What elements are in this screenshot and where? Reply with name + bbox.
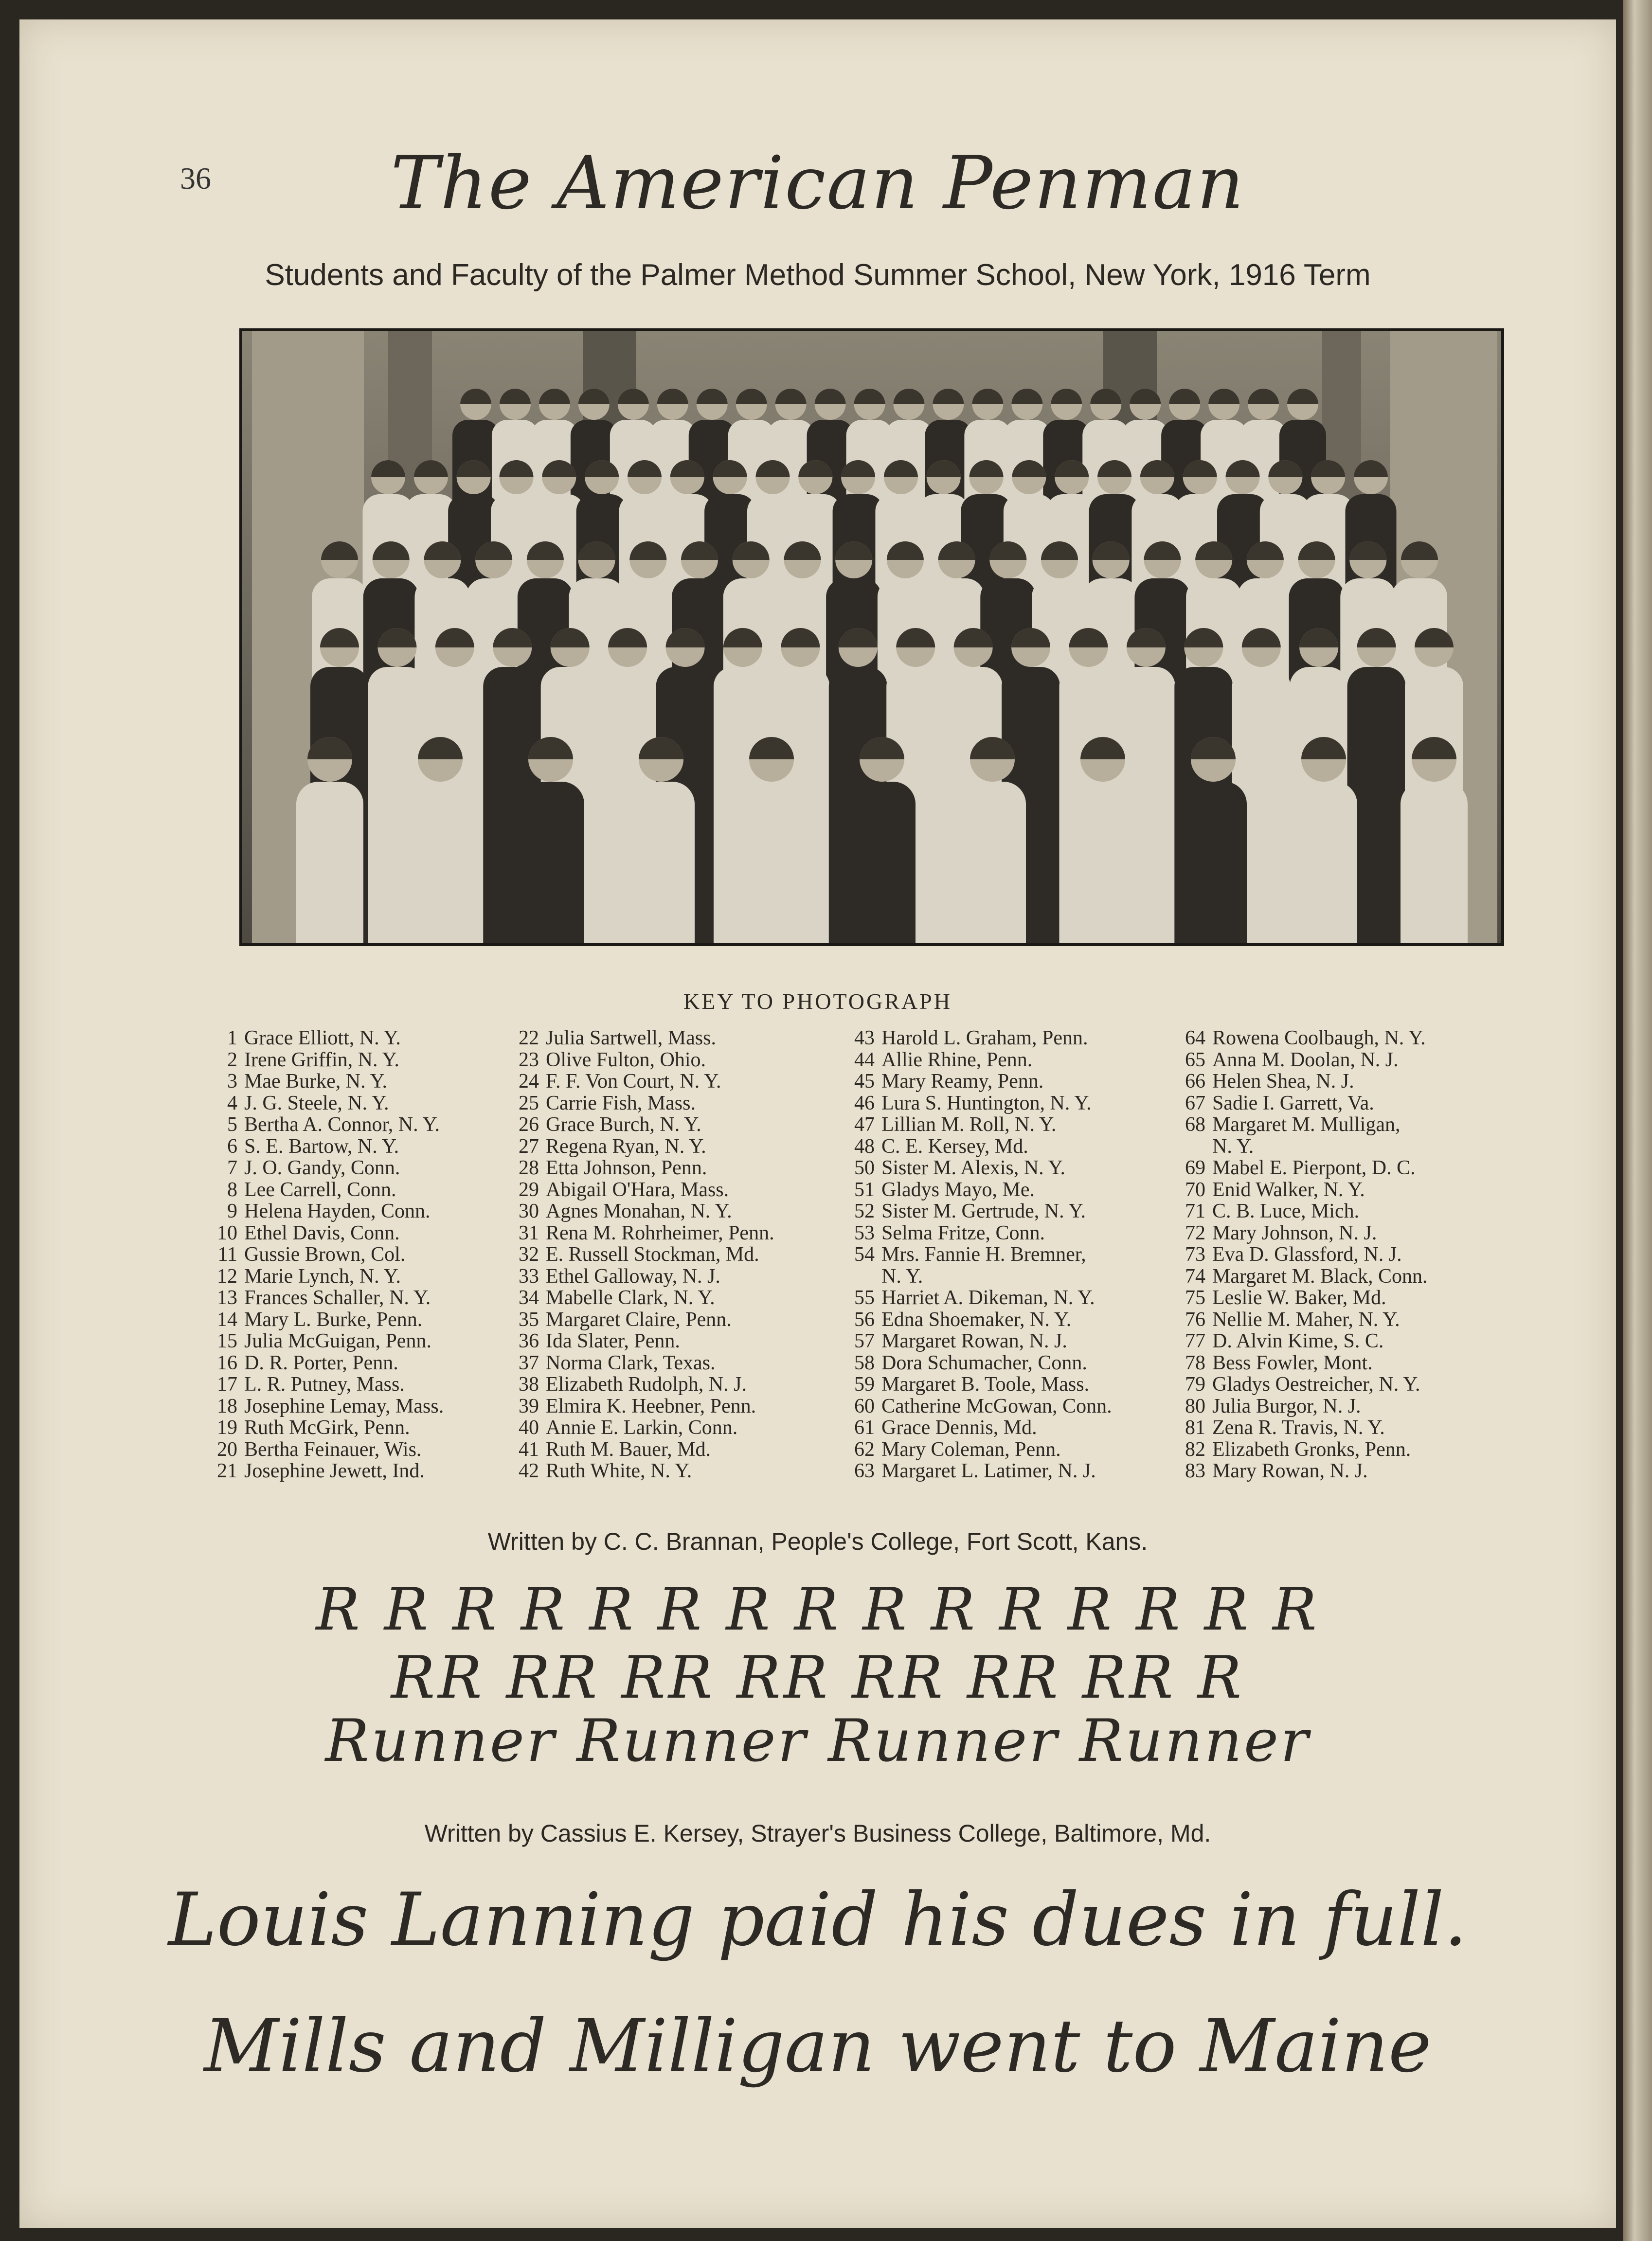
key-entry <box>511 1439 774 1461</box>
key-entry <box>1177 1460 1427 1482</box>
key-entry-number: 54 <box>854 1243 875 1266</box>
key-entry-name: Bertha A. Connor, N. Y. <box>244 1113 440 1136</box>
key-entry <box>209 1309 444 1331</box>
key-entry <box>209 1071 444 1093</box>
key-entry-name: Margaret Claire, Penn. <box>546 1308 732 1331</box>
key-entry-name: Allie Rhine, Penn. <box>881 1048 1033 1071</box>
group-photograph <box>239 328 1504 946</box>
key-entry-number: 60 <box>854 1395 875 1417</box>
key-entry <box>511 1244 774 1266</box>
key-entry <box>209 1114 444 1136</box>
key-entry <box>1177 1396 1427 1417</box>
key-entry <box>511 1330 774 1352</box>
key-entry-number: 57 <box>854 1330 875 1352</box>
key-entry-name: Mary Johnson, N. J. <box>1212 1221 1377 1244</box>
key-entry <box>846 1049 1112 1071</box>
key-entry-name: Eva D. Glassford, N. J. <box>1212 1243 1402 1266</box>
key-entry-number: 71 <box>1185 1200 1205 1222</box>
key-entry-number: 8 <box>227 1178 237 1201</box>
key-entry <box>846 1136 1112 1158</box>
key-entry-name: Lee Carrell, Conn. <box>244 1178 396 1201</box>
key-entry-number: 47 <box>854 1113 875 1136</box>
key-entry-name: Helen Shea, N. J. <box>1212 1070 1354 1093</box>
key-entry <box>846 1352 1112 1374</box>
key-entry <box>209 1136 444 1158</box>
key-entry-name: Harriet A. Dikeman, N. Y. <box>881 1287 1095 1309</box>
key-entry-number: 1 <box>227 1027 237 1049</box>
key-entry-number: 11 <box>217 1243 237 1266</box>
penmanship-sentence-2: Mills and Milligan went to Maine <box>204 2004 1432 2089</box>
key-entry <box>209 1049 444 1071</box>
crowd-figures <box>296 389 1468 943</box>
key-entry-number: 22 <box>519 1027 539 1049</box>
key-entry-number: 82 <box>1185 1438 1205 1461</box>
key-entry-name: D. Alvin Kime, S. C. <box>1212 1330 1384 1352</box>
masthead-title: The American Penman <box>391 141 1245 226</box>
key-entry-number: 56 <box>854 1308 875 1331</box>
key-entry <box>209 1460 444 1482</box>
key-entry-name: Mrs. Fannie H. Bremner, <box>881 1243 1086 1266</box>
key-entry-name: Margaret Rowan, N. J. <box>881 1330 1067 1352</box>
key-entry-number: 18 <box>217 1395 237 1417</box>
key-entry <box>1177 1244 1427 1266</box>
key-entry-number: 45 <box>854 1070 875 1093</box>
key-entry-number: 61 <box>854 1416 875 1439</box>
key-entry <box>1177 1136 1427 1158</box>
key-entry <box>511 1136 774 1158</box>
key-entry-number: 31 <box>519 1221 539 1244</box>
key-entry-name: Harold L. Graham, Penn. <box>881 1027 1088 1049</box>
key-column-2 <box>511 1027 774 1482</box>
key-entry <box>1177 1093 1427 1114</box>
key-entry-name: Abigail O'Hara, Mass. <box>546 1178 729 1201</box>
key-entry-name: Selma Fritze, Conn. <box>881 1221 1045 1244</box>
key-entry <box>209 1287 444 1309</box>
person-body <box>1290 782 1357 943</box>
key-entry-name: Lura S. Huntington, N. Y. <box>881 1092 1092 1114</box>
key-entry-name: Julia Sartwell, Mass. <box>546 1027 716 1049</box>
key-entry-name: Sister M. Gertrude, N. Y. <box>881 1200 1086 1222</box>
key-entry-name: Gladys Mayo, Me. <box>881 1178 1035 1201</box>
key-entry-number: 68 <box>1185 1113 1205 1136</box>
key-entry-number: 27 <box>519 1135 539 1158</box>
penmanship-drill-runner: Runner Runner Runner Runner <box>325 1707 1311 1775</box>
key-entry-name: Etta Johnson, Penn. <box>546 1157 707 1179</box>
key-entry-name: Edna Shoemaker, N. Y. <box>881 1308 1072 1331</box>
key-entry-name: Mabelle Clark, N. Y. <box>546 1287 715 1309</box>
penmanship-drill-r: R R R R R R R R R R R R R R R <box>316 1576 1320 1644</box>
key-entry-number: 53 <box>854 1221 875 1244</box>
key-entry <box>511 1374 774 1396</box>
key-entry <box>209 1266 444 1288</box>
key-entry-name: J. O. Gandy, Conn. <box>244 1157 400 1179</box>
key-entry-name: Annie E. Larkin, Conn. <box>546 1416 738 1439</box>
key-entry <box>511 1352 774 1374</box>
key-entry-name: Elmira K. Heebner, Penn. <box>546 1395 756 1417</box>
key-entry-name: N. Y. <box>881 1265 923 1288</box>
key-entry-number: 10 <box>217 1221 237 1244</box>
key-entry-name: Gussie Brown, Col. <box>244 1243 406 1266</box>
key-entry-name: Ida Slater, Penn. <box>546 1330 680 1352</box>
book-edge <box>1623 0 1652 2241</box>
key-entry-name: D. R. Porter, Penn. <box>244 1351 398 1374</box>
key-entry-name: Mabel E. Pierpont, D. C. <box>1212 1157 1416 1179</box>
key-entry <box>209 1417 444 1439</box>
key-entry <box>846 1417 1112 1439</box>
key-entry-name: Marie Lynch, N. Y. <box>244 1265 401 1288</box>
key-entry-name: Sister M. Alexis, N. Y. <box>881 1157 1066 1179</box>
key-entry-name: Mae Burke, N. Y. <box>244 1070 387 1093</box>
key-entry-number: 38 <box>519 1373 539 1396</box>
key-entry-number: 44 <box>854 1048 875 1071</box>
key-entry-name: Elizabeth Gronks, Penn. <box>1212 1438 1411 1461</box>
key-entry <box>511 1222 774 1244</box>
key-entry-name: Carrie Fish, Mass. <box>546 1092 696 1114</box>
key-entry-name: Lillian M. Roll, N. Y. <box>881 1113 1057 1136</box>
key-entry-number: 26 <box>519 1113 539 1136</box>
key-entry <box>511 1027 774 1049</box>
key-entry-name: Josephine Lemay, Mass. <box>244 1395 444 1417</box>
key-entry <box>846 1374 1112 1396</box>
key-entry-name: L. R. Putney, Mass. <box>244 1373 405 1396</box>
key-column-3 <box>846 1027 1112 1482</box>
key-entry-name: Josephine Jewett, Ind. <box>244 1460 425 1482</box>
page-number: 36 <box>180 161 211 196</box>
key-entry-number: 51 <box>854 1178 875 1201</box>
key-entry-number: 83 <box>1185 1460 1205 1482</box>
key-entry-number: 21 <box>217 1460 237 1482</box>
key-entry-name: Frances Schaller, N. Y. <box>244 1287 431 1309</box>
key-entry <box>846 1222 1112 1244</box>
key-entry-number: 17 <box>217 1373 237 1396</box>
key-entry <box>846 1330 1112 1352</box>
key-entry-number: 3 <box>227 1070 237 1093</box>
key-title: KEY TO PHOTOGRAPH <box>683 989 952 1014</box>
key-entry-name: Sadie I. Garrett, Va. <box>1212 1092 1374 1114</box>
penmanship-sentence-1: Louis Lanning paid his dues in full. <box>168 1878 1468 1962</box>
key-entry-number: 16 <box>217 1351 237 1374</box>
key-entry-number: 66 <box>1185 1070 1205 1093</box>
key-entry-number: 35 <box>519 1308 539 1331</box>
key-entry <box>209 1330 444 1352</box>
key-entry-number <box>1177 1136 1205 1158</box>
key-entry-number: 63 <box>854 1460 875 1482</box>
key-entry-name: Ruth M. Bauer, Md. <box>546 1438 711 1461</box>
key-entry-number: 20 <box>217 1438 237 1461</box>
key-entry <box>209 1374 444 1396</box>
key-entry-name: N. Y. <box>1212 1135 1254 1158</box>
key-entry-number: 67 <box>1185 1092 1205 1114</box>
key-entry <box>1177 1071 1427 1093</box>
key-entry-name: E. Russell Stockman, Md. <box>546 1243 759 1266</box>
key-entry-name: S. E. Bartow, N. Y. <box>244 1135 399 1158</box>
key-entry <box>1177 1049 1427 1071</box>
key-entry-number: 30 <box>519 1200 539 1222</box>
key-entry-name: Olive Fulton, Ohio. <box>546 1048 706 1071</box>
key-entry-number: 59 <box>854 1373 875 1396</box>
key-entry <box>846 1201 1112 1222</box>
key-entry-number: 79 <box>1185 1373 1205 1396</box>
key-entry <box>209 1222 444 1244</box>
key-entry <box>846 1071 1112 1093</box>
key-entry-name: Zena R. Travis, N. Y. <box>1212 1416 1385 1439</box>
key-entry-number: 13 <box>217 1287 237 1309</box>
key-entry-number: 42 <box>519 1460 539 1482</box>
key-entry <box>511 1266 774 1288</box>
key-entry <box>1177 1287 1427 1309</box>
key-entry-number: 19 <box>217 1416 237 1439</box>
key-entry <box>1177 1201 1427 1222</box>
key-entry-number: 34 <box>519 1287 539 1309</box>
key-entry-number: 77 <box>1185 1330 1205 1352</box>
key-entry-number: 73 <box>1185 1243 1205 1266</box>
key-entry <box>1177 1352 1427 1374</box>
key-entry-number: 65 <box>1185 1048 1205 1071</box>
key-entry-name: Mary Reamy, Penn. <box>881 1070 1044 1093</box>
key-entry <box>511 1287 774 1309</box>
key-entry-name: Mary Rowan, N. J. <box>1212 1460 1368 1482</box>
key-entry-name: Mary L. Burke, Penn. <box>244 1308 423 1331</box>
key-entry <box>511 1114 774 1136</box>
key-entry-number: 64 <box>1185 1027 1205 1049</box>
key-entry-name: C. B. Luce, Mich. <box>1212 1200 1360 1222</box>
key-entry <box>846 1439 1112 1461</box>
key-entry <box>209 1439 444 1461</box>
key-entry-name: Dora Schumacher, Conn. <box>881 1351 1087 1374</box>
key-entry-number: 36 <box>519 1330 539 1352</box>
key-entry <box>511 1201 774 1222</box>
credit-brannan: Written by C. C. Brannan, People's College, Fort Scott, Kans. <box>487 1528 1148 1555</box>
key-entry-number: 46 <box>854 1092 875 1114</box>
key-entry-name: Gladys Oestreicher, N. Y. <box>1212 1373 1420 1396</box>
key-entry <box>209 1157 444 1179</box>
person-body <box>517 782 584 943</box>
key-entry <box>1177 1179 1427 1201</box>
key-entry-number: 41 <box>519 1438 539 1461</box>
key-entry-number: 9 <box>227 1200 237 1222</box>
key-entry-name: Margaret M. Black, Conn. <box>1212 1265 1428 1288</box>
key-entry-name: Anna M. Doolan, N. J. <box>1212 1048 1399 1071</box>
key-entry-number: 69 <box>1185 1157 1205 1179</box>
key-entry <box>1177 1114 1427 1136</box>
key-entry-number: 15 <box>217 1330 237 1352</box>
key-entry <box>209 1201 444 1222</box>
key-entry-number: 37 <box>519 1351 539 1374</box>
key-entry-name: Bertha Feinauer, Wis. <box>244 1438 422 1461</box>
key-entry-name: C. E. Kersey, Md. <box>881 1135 1028 1158</box>
key-entry-name: Ethel Galloway, N. J. <box>546 1265 720 1288</box>
key-entry-number: 52 <box>854 1200 875 1222</box>
key-entry-name: Grace Elliott, N. Y. <box>244 1027 401 1049</box>
key-entry-number: 14 <box>217 1308 237 1331</box>
key-entry-name: Irene Griffin, N. Y. <box>244 1048 399 1071</box>
person-body <box>959 782 1026 943</box>
key-entry-number: 50 <box>854 1157 875 1179</box>
key-entry-name: Julia Burgor, N. J. <box>1212 1395 1361 1417</box>
key-entry-number: 39 <box>519 1395 539 1417</box>
key-entry <box>846 1309 1112 1331</box>
key-column-1 <box>209 1027 444 1482</box>
key-entry <box>846 1114 1112 1136</box>
key-entry-number: 23 <box>519 1048 539 1071</box>
key-entry-number: 72 <box>1185 1221 1205 1244</box>
key-entry-number: 29 <box>519 1178 539 1201</box>
key-entry <box>1177 1027 1427 1049</box>
key-entry-number: 7 <box>227 1157 237 1179</box>
key-entry-number: 4 <box>227 1092 237 1114</box>
key-entry <box>209 1027 444 1049</box>
key-entry <box>846 1266 1112 1288</box>
key-entry <box>209 1352 444 1374</box>
photo-illustration <box>242 331 1501 943</box>
key-entry-number: 5 <box>227 1113 237 1136</box>
key-entry <box>1177 1374 1427 1396</box>
key-entry-name: Helena Hayden, Conn. <box>244 1200 431 1222</box>
key-entry <box>846 1460 1112 1482</box>
key-entry <box>1177 1330 1427 1352</box>
key-entry-number: 55 <box>854 1287 875 1309</box>
key-entry <box>511 1093 774 1114</box>
key-entry <box>511 1179 774 1201</box>
key-entry <box>511 1071 774 1093</box>
photo-caption: Students and Faculty of the Palmer Method Summer School, New York, 1916 Term <box>265 258 1371 292</box>
key-entry <box>1177 1266 1427 1288</box>
key-entry-number: 25 <box>519 1092 539 1114</box>
key-entry <box>846 1396 1112 1417</box>
key-entry-name: Norma Clark, Texas. <box>546 1351 716 1374</box>
magazine-page <box>19 19 1616 2228</box>
person-body <box>1180 782 1247 943</box>
person-body <box>628 782 695 943</box>
key-entry <box>511 1049 774 1071</box>
credit-kersey: Written by Cassius E. Kersey, Strayer's Business College, Baltimore, Md. <box>424 1820 1211 1847</box>
key-entry <box>511 1417 774 1439</box>
key-entry-number: 12 <box>217 1265 237 1288</box>
key-entry-number: 6 <box>227 1135 237 1158</box>
key-entry-number: 43 <box>854 1027 875 1049</box>
key-entry-name: Agnes Monahan, N. Y. <box>546 1200 732 1222</box>
key-entry <box>1177 1417 1427 1439</box>
person-body <box>738 782 805 943</box>
person-body <box>1401 782 1468 943</box>
person-body <box>848 782 916 943</box>
key-entry-name: Bess Fowler, Mont. <box>1212 1351 1373 1374</box>
key-entry-name: Leslie W. Baker, Md. <box>1212 1287 1386 1309</box>
key-entry <box>1177 1439 1427 1461</box>
key-entry-name: Regena Ryan, N. Y. <box>546 1135 706 1158</box>
key-entry <box>209 1396 444 1417</box>
key-entry <box>511 1309 774 1331</box>
key-entry <box>846 1287 1112 1309</box>
key-entry-name: Margaret L. Latimer, N. J. <box>881 1460 1096 1482</box>
key-entry-name: Nellie M. Maher, N. Y. <box>1212 1308 1400 1331</box>
key-entry-name: Elizabeth Rudolph, N. J. <box>546 1373 747 1396</box>
key-entry-name: Julia McGuigan, Penn. <box>244 1330 431 1352</box>
key-entry-number: 62 <box>854 1438 875 1461</box>
key-entry-number: 28 <box>519 1157 539 1179</box>
key-entry <box>1177 1157 1427 1179</box>
key-entry-number: 48 <box>854 1135 875 1158</box>
key-entry-number: 76 <box>1185 1308 1205 1331</box>
key-entry-name: Margaret M. Mulligan, <box>1212 1113 1401 1136</box>
key-entry <box>209 1093 444 1114</box>
key-entry-name: Rowena Coolbaugh, N. Y. <box>1212 1027 1426 1049</box>
key-entry-name: J. G. Steele, N. Y. <box>244 1092 389 1114</box>
key-entry-number: 70 <box>1185 1178 1205 1201</box>
key-entry <box>846 1244 1112 1266</box>
key-entry-number: 33 <box>519 1265 539 1288</box>
key-entry <box>511 1157 774 1179</box>
key-entry-name: Ethel Davis, Conn. <box>244 1221 400 1244</box>
key-entry-name: Enid Walker, N. Y. <box>1212 1178 1365 1201</box>
key-entry-number: 75 <box>1185 1287 1205 1309</box>
key-entry-number <box>846 1266 875 1288</box>
key-entry-number: 81 <box>1185 1416 1205 1439</box>
key-entry <box>846 1027 1112 1049</box>
key-entry-name: Ruth White, N. Y. <box>546 1460 692 1482</box>
key-entry-name: Ruth McGirk, Penn. <box>244 1416 410 1439</box>
key-entry <box>846 1157 1112 1179</box>
key-entry <box>846 1179 1112 1201</box>
key-entry <box>1177 1309 1427 1331</box>
key-entry-name: Mary Coleman, Penn. <box>881 1438 1061 1461</box>
key-entry-number: 24 <box>519 1070 539 1093</box>
penmanship-drill-rr: RR RR RR RR RR RR RR R <box>391 1644 1245 1712</box>
key-entry-number: 58 <box>854 1351 875 1374</box>
key-entry-number: 80 <box>1185 1395 1205 1417</box>
key-entry-number: 2 <box>227 1048 237 1071</box>
person-body <box>407 782 474 943</box>
key-entry <box>1177 1222 1427 1244</box>
person-body <box>296 782 363 943</box>
key-entry <box>209 1179 444 1201</box>
key-entry-number: 78 <box>1185 1351 1205 1374</box>
key-entry <box>511 1396 774 1417</box>
key-entry-number: 40 <box>519 1416 539 1439</box>
key-entry-number: 74 <box>1185 1265 1205 1288</box>
key-entry-number: 32 <box>519 1243 539 1266</box>
key-entry <box>511 1460 774 1482</box>
key-column-4 <box>1177 1027 1427 1482</box>
key-entry <box>209 1244 444 1266</box>
key-entry <box>846 1093 1112 1114</box>
key-entry-name: Catherine McGowan, Conn. <box>881 1395 1112 1417</box>
person-body <box>1069 782 1136 943</box>
key-entry-name: Grace Burch, N. Y. <box>546 1113 701 1136</box>
key-entry-name: Grace Dennis, Md. <box>881 1416 1037 1439</box>
key-entry-name: Margaret B. Toole, Mass. <box>881 1373 1090 1396</box>
key-entry-name: F. F. Von Court, N. Y. <box>546 1070 721 1093</box>
key-entry-name: Rena M. Rohrheimer, Penn. <box>546 1221 774 1244</box>
